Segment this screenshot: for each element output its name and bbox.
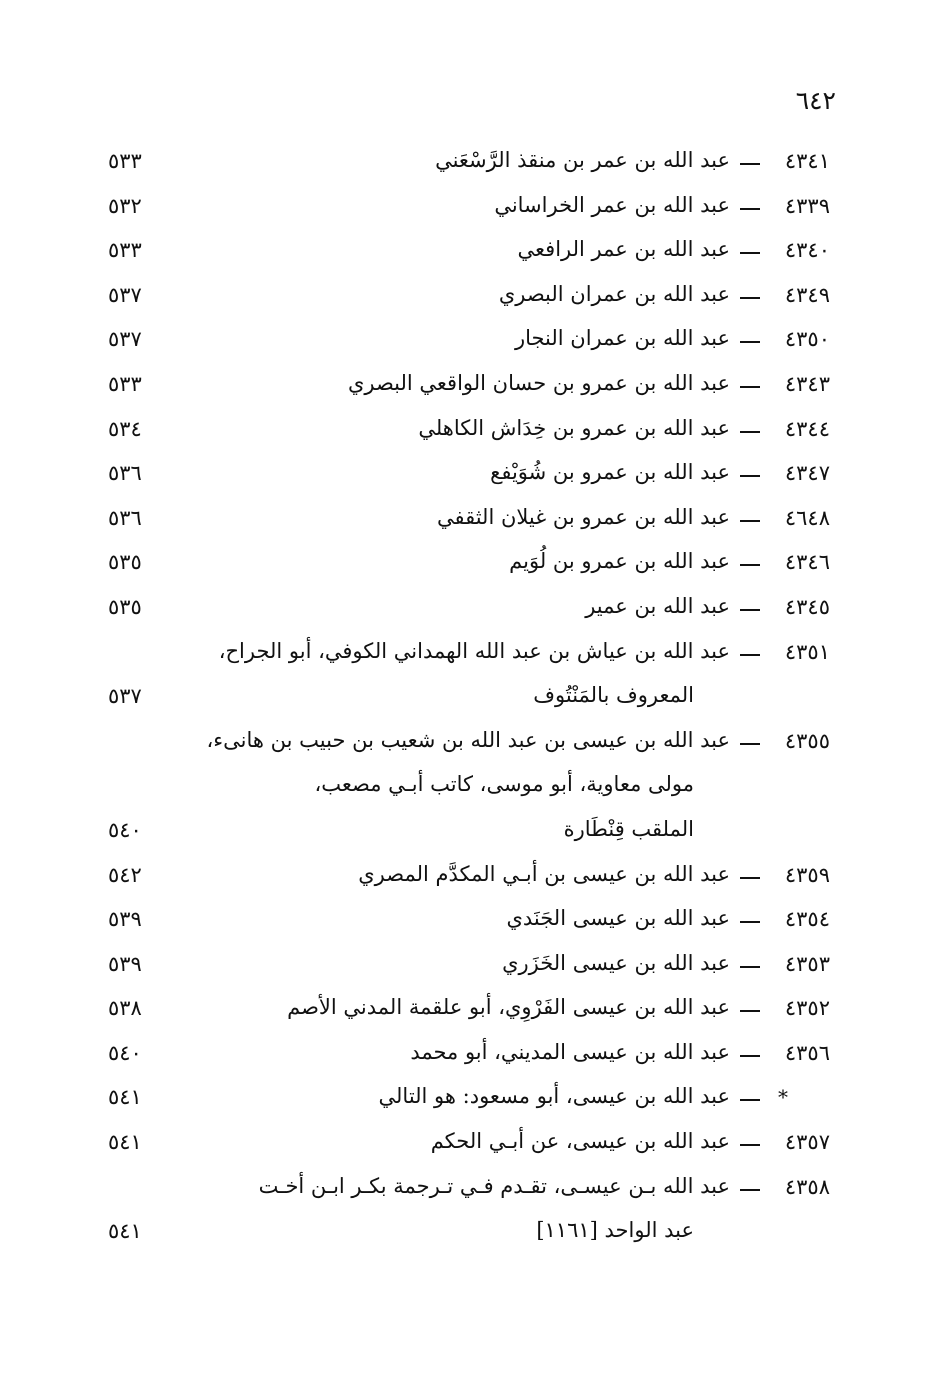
page-reference: ٥٣٦ [108, 461, 142, 486]
entry-dash [740, 520, 760, 522]
entry-name: عبد الله بـن عيسـى، تقـدم فـي تـرجمة بكـر ابـن أخـت [258, 1173, 730, 1198]
index-row [0, 455, 940, 500]
entry-dash [740, 1099, 760, 1101]
index-row [0, 946, 940, 991]
entry-number: ٤٣٥١ [784, 639, 830, 664]
index-row [0, 321, 940, 366]
entry-continuation: المعروف بالمَنْتُوف [533, 683, 694, 708]
entry-dash [740, 386, 760, 388]
entry-dash [740, 297, 760, 299]
index-row [0, 812, 940, 857]
page-reference: ٥٣٣ [108, 371, 142, 396]
entry-name: عبد الله بن عيسى المديني، أبو محمد [410, 1039, 730, 1064]
index-row [0, 143, 940, 188]
entry-name: عبد الله بن عمير [585, 593, 730, 618]
page-reference: ٥٣٤ [108, 416, 142, 441]
entry-number: ٤٣٣٩ [784, 193, 830, 218]
entry-number: ٤٣٤٩ [784, 282, 830, 307]
page-reference: ٥٣٢ [108, 193, 142, 218]
entry-dash [740, 743, 760, 745]
entry-dash [740, 163, 760, 165]
entry-dash [740, 1055, 760, 1057]
entry-number: ٤٦٤٨ [784, 505, 830, 530]
entry-number: ٤٣٥٤ [784, 907, 830, 932]
page-reference: ٥٣٦ [108, 505, 142, 530]
entry-name: عبد الله بن عمرو بن غيلان الثقفي [436, 504, 730, 529]
page-reference: ٥٣٩ [108, 951, 142, 976]
entry-number: ٤٣٥٨ [784, 1174, 830, 1199]
index-row [0, 1169, 940, 1214]
entry-number: ٤٣٤٤ [784, 416, 830, 441]
entry-dash [740, 564, 760, 566]
page-reference: ٥٤٢ [108, 862, 142, 887]
entry-dash [740, 1144, 760, 1146]
entry-name: عبد الله بن عيسى الفَرْوِي، أبو علقمة المدني الأصم [287, 995, 730, 1020]
asterisk-marker: * [778, 1085, 788, 1110]
entry-name: عبد الله بن عمرو بن حسان الواقعي البصري [347, 370, 730, 395]
index-row [0, 1079, 940, 1124]
entry-dash [740, 921, 760, 923]
index-row [0, 723, 940, 768]
entry-dash [740, 341, 760, 343]
entry-dash [740, 1189, 760, 1191]
page-reference: ٥٤١ [108, 1085, 142, 1110]
index-row [0, 277, 940, 322]
entry-number: ٤٣٤٦ [784, 550, 830, 575]
entry-number: ٤٣٥٣ [784, 951, 830, 976]
entry-continuation: عبد الواحد [١١٦١] [536, 1218, 694, 1243]
index-row [0, 544, 940, 589]
entry-name: عبد الله بن عيسى، أبو مسعود: هو التالي [378, 1084, 730, 1109]
index-row [0, 232, 940, 277]
entry-name: عبد الله بن عيسى الخَزَري [502, 950, 730, 975]
entry-name: عبد الله بن عمرو بن خِدَاش الكاهلي [418, 415, 730, 440]
page-reference: ٥٤٠ [108, 817, 142, 842]
index-list [0, 143, 940, 1258]
entry-name: عبد الله بن عيسى الجَنَدي [506, 906, 730, 931]
entry-continuation: مولى معاوية، أبو موسى، كاتب أبـي مصعب، [314, 772, 694, 797]
page-reference: ٥٣٧ [108, 282, 142, 307]
entry-name: عبد الله بن عمران النجار [514, 326, 730, 351]
entry-number: ٤٣٤٧ [784, 461, 830, 486]
index-row [0, 857, 940, 902]
index-row [0, 901, 940, 946]
page-number: ٦٤٢ [795, 86, 836, 115]
entry-dash [740, 475, 760, 477]
index-row [0, 1213, 940, 1258]
index-row [0, 411, 940, 456]
entry-name: عبد الله بن عمرو بن شُوَيْفع [490, 460, 730, 485]
index-row [0, 589, 940, 634]
index-row [0, 366, 940, 411]
index-row [0, 188, 940, 233]
index-row [0, 767, 940, 812]
entry-name: عبد الله بن عيسى، عن أبـي الحكم [430, 1129, 730, 1154]
page-reference: ٥٣٥ [108, 550, 142, 575]
entry-number: ٤٣٥٥ [784, 728, 830, 753]
page-reference: ٥٤١ [108, 1219, 142, 1244]
page-reference: ٥٣٧ [108, 684, 142, 709]
entry-dash [740, 252, 760, 254]
entry-number: ٤٣٤٥ [784, 594, 830, 619]
entry-name: عبد الله بن عمرو بن لُوَيم [509, 549, 730, 574]
entry-name: عبد الله بن عمران البصري [498, 281, 730, 306]
index-row [0, 634, 940, 679]
entry-dash [740, 208, 760, 210]
entry-continuation: الملقب قِنْطَارة [563, 816, 694, 841]
entry-name: عبد الله بن عمر الرافعي [517, 237, 730, 262]
index-row [0, 678, 940, 723]
entry-dash [740, 966, 760, 968]
entry-number: ٤٣٥٢ [784, 996, 830, 1021]
page-reference: ٥٣٩ [108, 907, 142, 932]
index-row [0, 500, 940, 545]
entry-name: عبد الله بن عيسى بن أبـي المكدَّم المصري [358, 861, 730, 886]
page-reference: ٥٣٧ [108, 327, 142, 352]
entry-dash [740, 1010, 760, 1012]
entry-name: عبد الله بن عيسى بن عبد الله بن شعيب بن حبيب بن هانىء، [206, 727, 730, 752]
index-row [0, 1035, 940, 1080]
entry-dash [740, 654, 760, 656]
page-reference: ٥٣٨ [108, 996, 142, 1021]
entry-name: عبد الله بن عمر بن منقذ الرَّسْعَني [435, 148, 730, 172]
entry-number: ٤٣٥٧ [784, 1130, 830, 1155]
entry-number: ٤٣٤٣ [784, 371, 830, 396]
entry-number: ٤٣٤٠ [784, 238, 830, 263]
page-reference: ٥٣٣ [108, 238, 142, 263]
page-reference: ٥٤١ [108, 1130, 142, 1155]
entry-dash [740, 609, 760, 611]
entry-number: ٤٣٥٩ [784, 862, 830, 887]
entry-name: عبد الله بن عمر الخراساني [494, 192, 730, 217]
entry-dash [740, 431, 760, 433]
entry-number: ٤٣٥٠ [784, 327, 830, 352]
index-row [0, 990, 940, 1035]
entry-name: عبد الله بن عياش بن عبد الله الهمداني الكوفي، أبو الجراح، [218, 638, 730, 663]
page-reference: ٥٣٣ [108, 149, 142, 173]
entry-dash [740, 877, 760, 879]
page-reference: ٥٣٥ [108, 594, 142, 619]
entry-number: ٤٣٥٦ [784, 1040, 830, 1065]
entry-number: ٤٣٤١ [784, 149, 830, 173]
index-row [0, 1124, 940, 1169]
page-reference: ٥٤٠ [108, 1040, 142, 1065]
